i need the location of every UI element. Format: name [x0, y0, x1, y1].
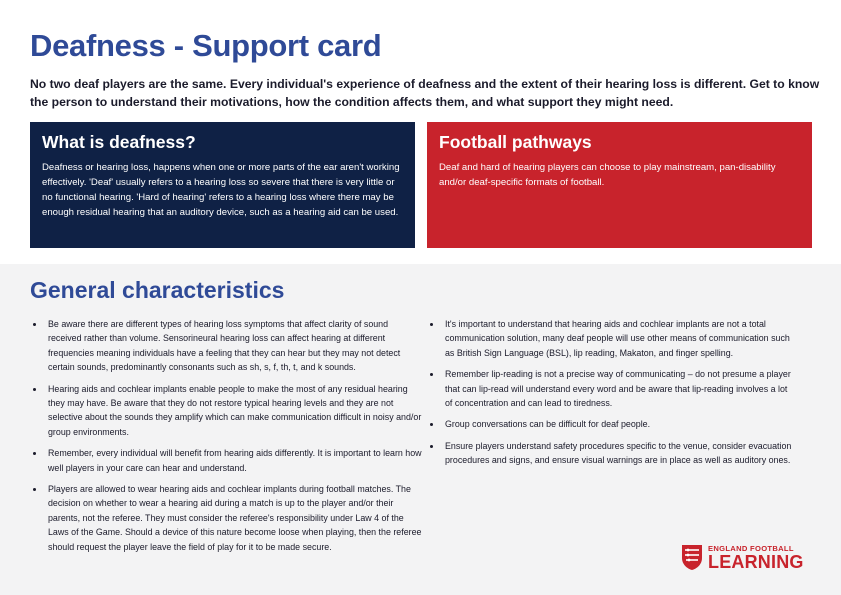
logo-main-text: LEARNING	[708, 552, 804, 572]
three-lions-crest-icon	[681, 544, 703, 571]
football-pathways-body: Deaf and hard of hearing players can choose to play mainstream, pan-disability and/or deaf-specific formats of football.	[439, 162, 776, 188]
list-item: It's important to understand that hearing aids and cochlear implants are not a total communication solution, many deaf people will use other means of communication such as British Sign Language (BSL), lip reading, Makaton, and finger spelling.	[427, 317, 797, 360]
football-pathways-heading: Football pathways	[439, 132, 592, 152]
what-is-deafness-box	[30, 122, 415, 248]
list-item: Ensure players understand safety procedures specific to the venue, consider evacuation procedures and signs, and ensure visual warnings are in place as well as auditory ones.	[427, 439, 797, 468]
what-is-deafness-body: Deafness or hearing loss, happens when one or more parts of the ear aren't working effectively. 'Deaf' usually refers to a hearing loss so severe that there is very little or no functional hearing. 'Hard of hearing' refers to a hearing loss where there may be enough residual hearing that an auditory device, such as a hearing aid can be used.	[42, 162, 400, 218]
football-pathways-box	[427, 122, 812, 248]
list-item: Remember lip-reading is not a precise way of communicating – do not presume a player that can lip-read will understand every word and be aware that lip-reading involves a lot of concentration and can lead to tiredness.	[427, 367, 797, 410]
general-characteristics-heading: General characteristics	[30, 277, 285, 303]
page-title: Deafness - Support card	[30, 28, 382, 63]
list-item: Remember, every individual will benefit from hearing aids differently. It is important to learn how well players in your care can hear and understand.	[30, 446, 422, 475]
list-item: Be aware there are different types of hearing loss symptoms that affect clarity of sound received rather than volume. Sensorineural hearing loss can affect hearing at different frequencies meaning individuals have a feeling that they can hear but they may not detect certain sounds, predominantly consonants such as sh, s, f, th, t, and k sounds.	[30, 317, 422, 375]
list-item: Hearing aids and cochlear implants enable people to make the most of any residual hearing they may have. Be aware that they do not restore typical hearing levels and they are not selective about the sounds they amplify which can make communication difficult in noisy and/or group environments.	[30, 382, 422, 440]
characteristics-list-left	[30, 317, 422, 561]
list-item: Players are allowed to wear hearing aids and cochlear implants during football matches. The decision on whether to wear a hearing aid during a match is up to the player and/or their parents, not the referee. They must consider the referee's responsibility under Law 4 of the Laws of the Game. Should a device of this nature become loose when playing, then the referee should request the player leave the field of play for it to be made secure.	[30, 482, 422, 554]
what-is-deafness-heading: What is deafness?	[42, 132, 196, 152]
intro-paragraph: No two deaf players are the same. Every individual's experience of deafness and the extent of their hearing loss is different. Get to know the person to understand their motivations, how the condition affects them, and what support they might need.	[30, 77, 820, 109]
logo-top-text: ENGLAND FOOTBALL	[708, 544, 794, 553]
characteristics-list-right	[427, 317, 797, 475]
list-item: Group conversations can be difficult for deaf people.	[427, 417, 797, 431]
england-football-learning-logo	[681, 543, 811, 573]
